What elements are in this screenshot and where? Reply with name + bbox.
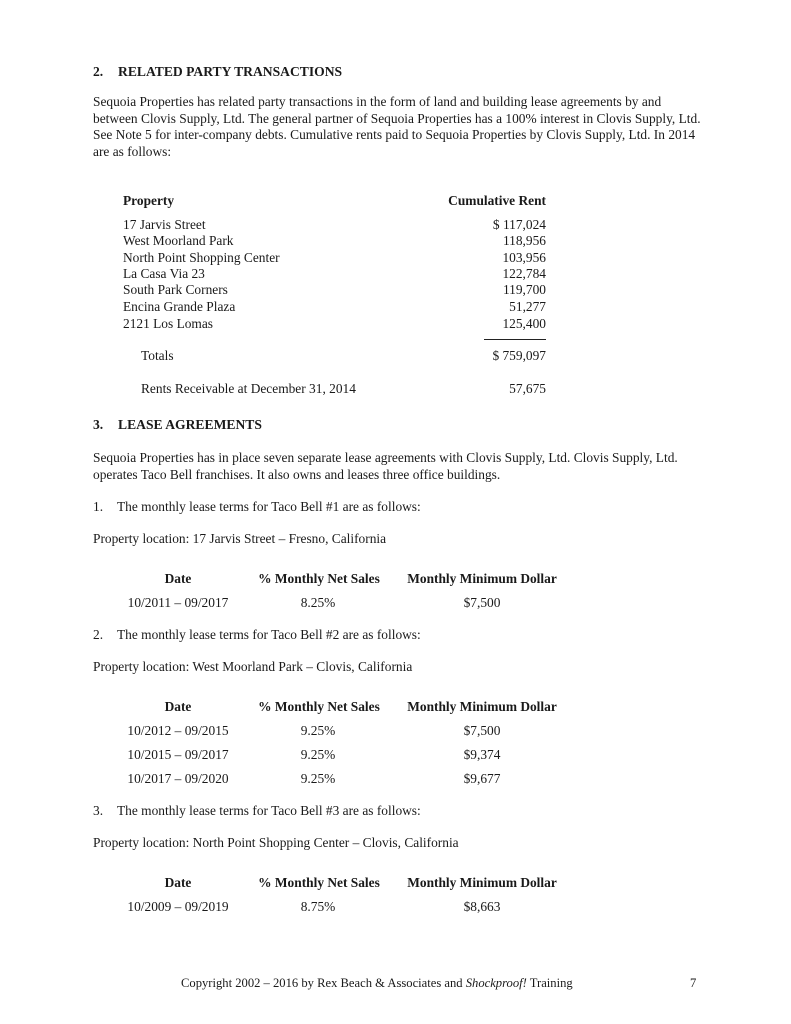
- lease-net-sales: 9.25%: [300, 747, 336, 762]
- copyright-brand: Shockproof!: [465, 976, 527, 990]
- table-row-property: La Casa Via 23: [123, 266, 205, 281]
- cumulative-rent-header: Cumulative Rent: [448, 193, 546, 208]
- lease-2-location: Property location: West Moorland Park – Clovis, California: [93, 659, 413, 674]
- section-2-title: RELATED PARTY TRANSACTIONS: [118, 64, 343, 79]
- table-row-rent: $ 117,024: [492, 217, 546, 232]
- lease-date: 10/2009 – 09/2019: [127, 899, 229, 914]
- lease-net-sales: 9.25%: [300, 771, 336, 786]
- net-sales-header: % Monthly Net Sales: [258, 875, 380, 890]
- page-number: 7: [690, 976, 697, 990]
- copyright-footer: [181, 976, 573, 991]
- table-row-rent: 122,784: [502, 266, 546, 281]
- lease-date: 10/2012 – 09/2015: [127, 723, 229, 738]
- lease-minimum: $8,663: [463, 899, 501, 914]
- totals-divider: [484, 339, 546, 340]
- lease-minimum: $7,500: [463, 723, 501, 738]
- date-header: Date: [164, 571, 192, 586]
- section-2-number: 2.: [93, 64, 104, 79]
- totals-label: Totals: [141, 348, 174, 363]
- lease-net-sales: 8.25%: [300, 595, 336, 610]
- section-2-paragraph: Sequoia Properties has related party transactions in the form of land and building lease agreements by and between Clovis Supply, Ltd. The general partner of Sequoia Properties has a 100% interest in Clovis Supply, Ltd. See Note 5 for inter-company debts. Cumulative rents paid to Sequoia Properties by Clovis Supply, Ltd. In 2014 are as follows:: [93, 94, 701, 159]
- lease-3-location: Property location: North Point Shopping Center – Clovis, California: [93, 835, 459, 850]
- section-3-title: LEASE AGREEMENTS: [118, 417, 262, 432]
- lease-1-intro: The monthly lease terms for Taco Bell #1 are as follows:: [117, 499, 421, 514]
- lease-1-number: 1.: [93, 499, 104, 514]
- date-header: Date: [164, 875, 192, 890]
- table-row-property: West Moorland Park: [123, 233, 234, 248]
- net-sales-header: % Monthly Net Sales: [258, 699, 380, 714]
- minimum-dollar-header: Monthly Minimum Dollar: [407, 699, 557, 714]
- net-sales-header: % Monthly Net Sales: [258, 571, 380, 586]
- totals-value: $ 759,097: [492, 348, 546, 363]
- table-row-rent: 125,400: [502, 316, 546, 331]
- minimum-dollar-header: Monthly Minimum Dollar: [407, 571, 557, 586]
- table-row-rent: 103,956: [502, 250, 546, 265]
- date-header: Date: [164, 699, 192, 714]
- table-row-property: 17 Jarvis Street: [123, 217, 206, 232]
- minimum-dollar-header: Monthly Minimum Dollar: [407, 875, 557, 890]
- lease-minimum: $9,677: [463, 771, 501, 786]
- copyright-prefix: Copyright 2002 – 2016 by Rex Beach & Associates and: [181, 976, 466, 990]
- lease-1-location: Property location: 17 Jarvis Street – Fresno, California: [93, 531, 387, 546]
- table-row-property: South Park Corners: [123, 282, 228, 297]
- rents-receivable-label: Rents Receivable at December 31, 2014: [141, 381, 356, 396]
- rents-receivable-value: 57,675: [509, 381, 546, 396]
- property-header: Property: [123, 193, 175, 208]
- lease-3-intro: The monthly lease terms for Taco Bell #3 are as follows:: [117, 803, 421, 818]
- lease-net-sales: 9.25%: [300, 723, 336, 738]
- section-3-number: 3.: [93, 417, 104, 432]
- table-row-property: Encina Grande Plaza: [123, 299, 236, 314]
- table-row-rent: 119,700: [502, 282, 546, 297]
- lease-2-intro: The monthly lease terms for Taco Bell #2 are as follows:: [117, 627, 421, 642]
- table-row-rent: 51,277: [509, 299, 546, 314]
- lease-net-sales: 8.75%: [300, 899, 336, 914]
- table-row-property: 2121 Los Lomas: [123, 316, 214, 331]
- copyright-suffix: Training: [526, 976, 573, 990]
- lease-minimum: $9,374: [463, 747, 501, 762]
- lease-3-number: 3.: [93, 803, 104, 818]
- lease-2-number: 2.: [93, 627, 104, 642]
- table-row-property: North Point Shopping Center: [123, 250, 280, 265]
- lease-minimum: $7,500: [463, 595, 501, 610]
- lease-date: 10/2015 – 09/2017: [127, 747, 229, 762]
- table-row-rent: 118,956: [502, 233, 546, 248]
- section-3-paragraph: Sequoia Properties has in place seven separate lease agreements with Clovis Supply, Ltd. Clovis Supply, Ltd. operates Taco Bell franchises. It also owns and leases three office buildings.: [93, 450, 678, 482]
- lease-date: 10/2011 – 09/2017: [127, 595, 229, 610]
- lease-date: 10/2017 – 09/2020: [127, 771, 229, 786]
